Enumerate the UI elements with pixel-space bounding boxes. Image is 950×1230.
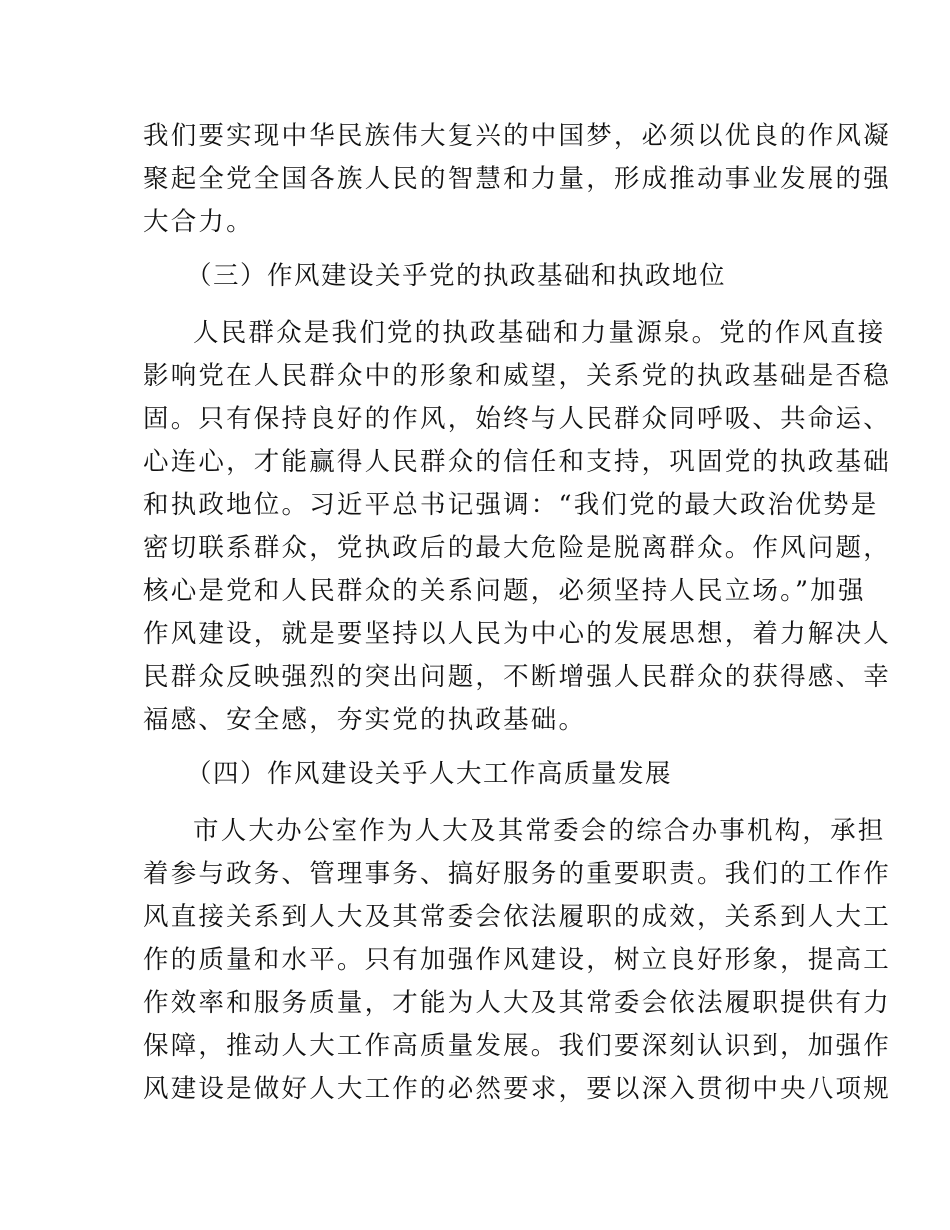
paragraph-1-line-3: 大合力。 [143,207,254,237]
paragraph-2-line-9: 民群众反映强烈的突出问题，不断增强人民群众的获得感、幸 [143,662,891,692]
paragraph-3-line-6: 保障，推动人大工作高质量发展。我们要深刻认识到，加强作 [143,1031,891,1061]
paragraph-3-line-2: 着参与政务、管理事务、搞好服务的重要职责。我们的工作作 [143,859,891,889]
paragraph-2-line-5: 和执政地位。习近平总书记强调：“我们党的最大政治优势是 [143,490,879,520]
paragraph-2-line-1: 人民群众是我们党的执政基础和力量源泉。党的作风直接 [193,318,886,348]
paragraph-3-line-1: 市人大办公室作为人大及其常委会的综合办事机构，承担 [193,816,886,846]
paragraph-2-line-3: 固。只有保持良好的作风，始终与人民群众同呼吸、共命运、 [143,404,891,434]
paragraph-2-line-4: 心连心，才能赢得人民群众的信任和支持，巩固党的执政基础 [143,447,891,477]
paragraph-1-line-1: 我们要实现中华民族伟大复兴的中国梦，必须以优良的作风凝 [143,121,891,151]
paragraph-3-line-3: 风直接关系到人大及其常委会依法履职的成效，关系到人大工 [143,902,891,932]
section-heading-3: （三）作风建设关乎党的执政基础和执政地位 [186,261,727,291]
paragraph-3-line-4: 作的质量和水平。只有加强作风建设，树立良好形象，提高工 [143,945,891,975]
paragraph-2-line-10: 福感、安全感，夯实党的执政基础。 [143,705,587,735]
section-heading-4: （四）作风建设关乎人大工作高质量发展 [186,759,673,789]
paragraph-2-line-8: 作风建设，就是要坚持以人民为中心的发展思想，着力解决人 [143,619,891,649]
paragraph-1-line-2: 聚起全党全国各族人民的智慧和力量，形成推动事业发展的强 [143,164,891,194]
paragraph-2-line-6: 密切联系群众，党执政后的最大危险是脱离群众。作风问题， [143,533,891,563]
paragraph-3-line-5: 作效率和服务质量，才能为人大及其常委会依法履职提供有力 [143,988,891,1018]
paragraph-2-line-2: 影响党在人民群众中的形象和威望，关系党的执政基础是否稳 [143,361,891,391]
paragraph-2-line-7: 核心是党和人民群众的关系问题，必须坚持人民立场。”加强 [143,576,866,606]
paragraph-3-line-7: 风建设是做好人大工作的必然要求，要以深入贯彻中央八项规 [143,1074,891,1104]
